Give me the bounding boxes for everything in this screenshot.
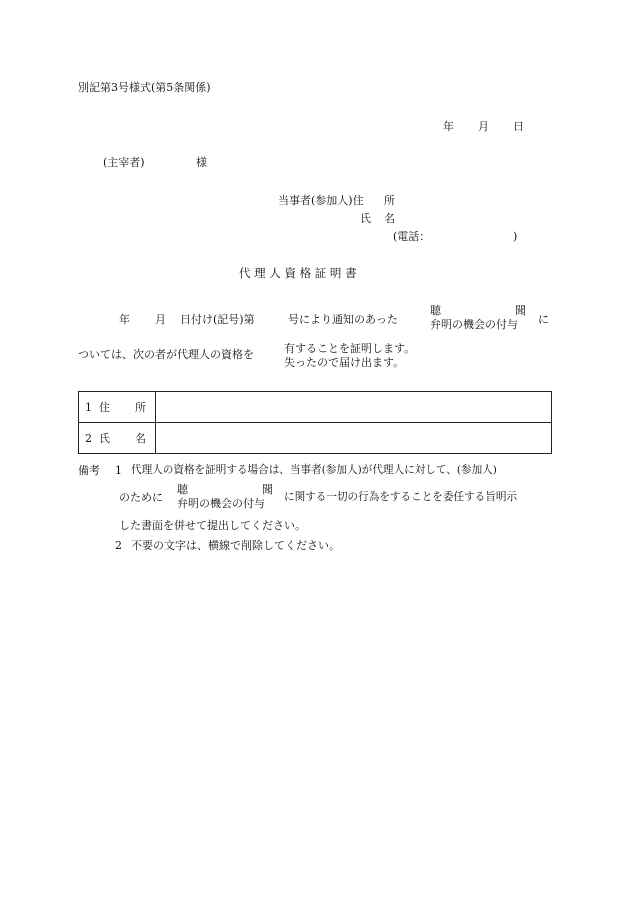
form-number: 別記第3号様式(第5条関係) — [78, 81, 211, 94]
option-notify-loss: 失ったので届け出ます。 — [284, 356, 405, 369]
body-ni: に — [538, 313, 549, 326]
note-option-hearing-char2: 聞 — [262, 483, 273, 496]
body-dated: 日付け(記号)第 — [180, 313, 255, 326]
row-label-char2: 所 — [135, 401, 146, 414]
row-number: 2 — [85, 431, 92, 445]
option-hearing-char2: 聞 — [515, 304, 526, 317]
notes-label: 備考 — [78, 464, 100, 477]
body-year: 年 — [119, 313, 130, 326]
table-row — [79, 392, 552, 423]
date-month-label: 月 — [478, 120, 489, 133]
addressee-honorific: 様 — [196, 156, 207, 169]
body-line2-options — [284, 342, 415, 370]
note1-prefix: のために — [119, 491, 163, 504]
applicant-phone-close: ) — [513, 230, 518, 243]
table-value-address — [156, 392, 552, 423]
document-title: 代 理 人 資 格 証 明 書 — [239, 266, 357, 280]
row-number: 1 — [85, 400, 92, 414]
applicant-address-label: 所 — [384, 194, 395, 207]
applicant-phone-open: (電話： — [393, 230, 431, 243]
applicant-name-label-1: 氏 — [360, 212, 371, 225]
option-certify: 有することを証明します。 — [284, 342, 416, 355]
option-hearing-char1: 聴 — [430, 304, 441, 317]
agent-info-table — [78, 391, 552, 454]
note1-number: 1 — [115, 464, 122, 477]
table-label-address — [79, 392, 156, 423]
note1-line1: 代理人の資格を証明する場合は、当事者(参加人)が代理人に対して、(参加人) — [131, 464, 497, 476]
date-day-label: 日 — [513, 120, 524, 133]
body-month: 月 — [155, 313, 166, 326]
note-option-hearing-char1: 聴 — [177, 483, 188, 496]
option-explanation: 弁明の機会の付与 — [430, 318, 518, 331]
body-line2-start: ついては、次の者が代理人の資格を — [78, 348, 254, 361]
note1-procedure-options — [177, 483, 273, 511]
note2-number: 2 — [115, 539, 122, 552]
note1-line3: した書面を併せて提出してください。 — [119, 519, 306, 532]
addressee-label: (主宰者) — [103, 156, 145, 169]
note-option-explanation: 弁明の機会の付与 — [177, 497, 265, 510]
note1-line2-rest: に関する一切の行為をすることを委任する旨明示 — [284, 491, 518, 503]
applicant-name-label-2: 名 — [384, 212, 395, 225]
body-notice: 号により通知のあった — [288, 313, 398, 326]
row-label-char1: 住 — [99, 401, 110, 414]
note2-text: 不要の文字は、横線で削除してください。 — [131, 539, 340, 552]
date-year-label: 年 — [443, 120, 454, 133]
body-procedure-options — [430, 304, 526, 332]
applicant-party-label: 当事者(参加人)住 — [278, 194, 364, 207]
row-label-char2: 名 — [135, 432, 146, 445]
table-label-name — [79, 423, 156, 454]
table-value-name — [156, 423, 552, 454]
row-label-char1: 氏 — [99, 432, 110, 445]
table-row — [79, 423, 552, 454]
